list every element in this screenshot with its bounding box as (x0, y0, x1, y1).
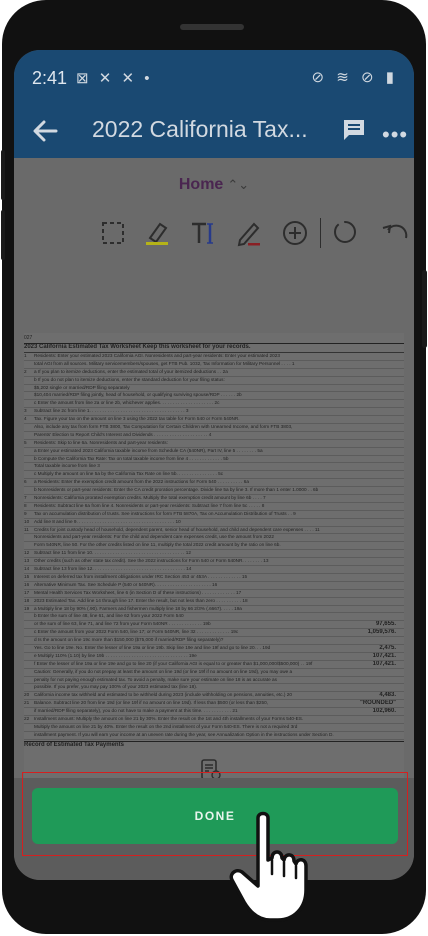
line-text: f Enter the lesser of line 19a or line 19e and go to line 20 (if your California AGI is equal to or greater than $1,000,000/$500,000) . . 19f (34, 660, 313, 666)
worksheet-line (24, 432, 404, 440)
line-number: 2 (24, 368, 27, 374)
line-amount: 2,475. (379, 644, 396, 651)
line-number: 16 (24, 581, 30, 587)
worksheet-line (24, 582, 404, 590)
line-amount: 102,960. (372, 708, 396, 715)
pointing-hand-icon (228, 808, 324, 926)
line-text: Subtract line 11 from line 10. . . . . . . . . . . . . . . . . . . . . . . . . . . . . . . . . . . . 12 (34, 550, 191, 556)
worksheet-line (24, 495, 404, 503)
line-number: 21 (24, 700, 30, 706)
worksheet-heading: 2023 California Estimated Tax Worksheet Keep this worksheet for your records. (24, 343, 404, 353)
line-text: Nonresidents: California prorated exemption credits. Multiply the total exemption credit amount by line 6b . . . . 7 (34, 495, 266, 501)
line-text: total AGI from all sources. Military servicemembers/spouses, get FTB Pub. 1032, Tax Information for Military Personnel . . . . 1 (34, 360, 295, 366)
worksheet-line (24, 369, 404, 377)
worksheet-line (24, 440, 404, 448)
worksheet-line (24, 732, 404, 740)
line-text: Installment amount: Multiply the amount on line 21 by 30%. Enter the result on the 1st and 4th installments of your Forms 540-ES. (34, 715, 304, 721)
toolbar-divider (320, 218, 321, 248)
tax-worksheet-page (24, 333, 404, 783)
undo-icon[interactable] (380, 218, 410, 248)
line-text: c Enter the amount from your 2022 Form 540, line 17; or Form 540NR, line 32 . . . . . . . . . . . . . 19c (34, 629, 239, 635)
line-amount: 107,421. (372, 652, 396, 659)
line-text: Interest on deferred tax from installment obligations under IRC Section 453 or 453A . . . . . . . . . . . . . 15 (34, 573, 248, 579)
line-number: 9 (24, 510, 27, 516)
line-text: Credits for joint custody head of household, dependent parent, senior head of household, and child and dependent care expenses . . . . 11 (34, 526, 320, 532)
worksheet-line (24, 353, 404, 361)
line-number: 6 (24, 479, 27, 485)
line-text: possible. If you prefer, you may pay 100% of your 2023 estimated tax (line 18). (34, 684, 198, 690)
line-text: Nonresidents and part-year residents: For the child and dependent care expenses credit, use the amount from 2022 (34, 534, 274, 540)
worksheet-line (24, 479, 404, 487)
view-mode-selector[interactable] (14, 176, 414, 194)
worksheet-line (24, 511, 404, 519)
line-text: Residents: Enter your estimated 2023 California AGI. Nonresidents and part-year residents: Enter your estimated 2023 (34, 353, 280, 358)
annotation-toolbar (98, 218, 414, 258)
line-number: 18 (24, 597, 30, 603)
worksheet-line (24, 416, 404, 424)
worksheet-line (24, 503, 404, 511)
worksheet-lines (24, 353, 404, 740)
line-text: Alternative Minimum Tax. See Schedule P (540 or 540NR). . . . . . . . . . . . . . . . . . . . . . 16 (34, 581, 218, 587)
line-text: Subtract line 2c from line 1. . . . . . . . . . . . . . . . . . . . . . . . . . . . . . . . . . . . . 3 (34, 408, 189, 414)
line-number: 11 (24, 526, 29, 532)
line-number: 8 (24, 502, 27, 508)
payments-record-heading: Record of Estimated Tax Payments (24, 741, 404, 752)
worksheet-line (24, 400, 404, 408)
worksheet-line (24, 621, 404, 629)
more-options-icon[interactable]: ••• (382, 122, 409, 147)
worksheet-line (24, 692, 404, 700)
line-text: or the sum of line 63, line 71, and line 72 from your Form 540NR . . . . . . . . . . . . . 19b (34, 621, 211, 627)
system-status-icons: ⊘ ≋ ⊘ ▮ (311, 69, 398, 86)
worksheet-line (24, 392, 404, 400)
worksheet-line (24, 684, 404, 692)
worksheet-line (24, 487, 404, 495)
line-text: Form 540NR, line 50. For the other credits listed on line 11, multiply the total 2022 credit amount by the ratio on line 6b. (34, 542, 281, 548)
worksheet-line (24, 519, 404, 527)
worksheet-line (24, 471, 404, 479)
line-text: b If you do not plan to itemize deductions, enter the standard deduction for your filing status: (34, 376, 225, 382)
worksheet-line (24, 661, 404, 669)
line-text: penalty for not paying enough estimated tax. To avoid a penalty, make sure your estimate on line 18 is as accurate as (34, 676, 277, 682)
highlighter-icon[interactable] (142, 218, 172, 248)
line-text: Multiply the amount on line 21 by 40%. Enter the result on the 2nd installment of your Form 540-ES. There is not a required 3rd (34, 723, 298, 729)
worksheet-line (24, 724, 404, 732)
line-number: 15 (24, 573, 30, 579)
line-number: 12 (24, 550, 30, 556)
line-text: Also, include any tax from form FTB 3800, Tax Computation for Certain Children with Unearned Income, and form FTB 3803, (34, 424, 293, 430)
line-amount: 107,421. (372, 660, 396, 667)
back-arrow-icon[interactable] (30, 116, 60, 146)
line-text: $5,202 single or married/RDP filing separately (34, 384, 130, 390)
line-number: 10 (24, 518, 30, 524)
phone-speaker (180, 24, 244, 30)
line-number: 5 (24, 439, 27, 445)
line-number: 20 (24, 692, 30, 698)
worksheet-line (24, 629, 404, 637)
worksheet-line (24, 606, 404, 614)
line-text: Tax. Figure your tax on the amount on line 3 using the 2022 tax table for Form 540 or Form 540NR. (34, 416, 240, 422)
add-icon[interactable] (280, 218, 310, 248)
line-number: 13 (24, 558, 30, 564)
lasso-icon[interactable] (330, 218, 360, 248)
line-number: 22 (24, 715, 30, 721)
line-text: California income tax withheld and estimated to be withheld during 2023 (include withholding on pensions, annuities, etc.) 20 (34, 692, 292, 698)
worksheet-line (24, 408, 404, 416)
line-text: b Nonresidents or part-year residents: Enter the CA credit proration percentage. Divide line 5a by line 3. If more than 1 enter 1.0000 . . 6b (34, 487, 319, 493)
worksheet-line (24, 669, 404, 677)
line-text: Balance. Subtract line 20 from line 19d (or line 19f if no amount on line 19d). If less than $500 (or less than $250, (34, 700, 268, 706)
volume-up-button (1, 150, 5, 200)
line-text: b Enter the sum of line 48, line 61, and line 62 from your 2022 Form 540 (34, 613, 184, 619)
line-number: 4 (24, 416, 27, 422)
status-time: 2:41 (32, 68, 68, 88)
line-text: a Residents: Enter the exemption credit amount from the 2022 instructions for Form 540 . . . . . . . . . . 6a (34, 479, 249, 485)
line-number: 19 (24, 605, 30, 611)
worksheet-line (24, 637, 404, 645)
select-icon[interactable] (98, 218, 128, 248)
text-tool-icon[interactable] (188, 218, 218, 248)
worksheet-line (24, 613, 404, 621)
line-text: Parents' Election to Report Child's Interest and Dividends . . . . . . . . . . . . . . . . . . . . . 4 (34, 431, 212, 437)
worksheet-line (24, 708, 404, 716)
line-amount: "ROUNDED" (359, 700, 396, 707)
line-number: 17 (24, 589, 30, 595)
worksheet-line (24, 566, 404, 574)
line-text: Caution: Generally, if you do not prepay at least the amount on line 19d (or line 19f if no amount on line 19d), you may owe a (34, 668, 293, 674)
line-text: 2023 Estimated Tax. Add line 14 through line 17. Enter the result, but not less than zero . . . . . . . . . . 18 (34, 597, 248, 603)
worksheet-line (24, 448, 404, 456)
power-button (422, 270, 427, 348)
line-text: Add line 8 and line 9. . . . . . . . . . . . . . . . . . . . . . . . . . . . . . . . . . . . . . 10 (34, 518, 181, 524)
line-text: d Is the amount on line 19c more than $150,000 ($75,000 if married/RDP filing separately)? (34, 637, 224, 643)
worksheet-line (24, 598, 404, 606)
line-number: 14 (24, 566, 30, 572)
worksheet-line (24, 550, 404, 558)
worksheet-line (24, 645, 404, 653)
line-text: Total taxable income from line 3 (34, 463, 100, 469)
line-text: Subtract line 13 from line 12. . . . . . . . . . . . . . . . . . . . . . . . . . . . . . . . . . . . 14 (34, 566, 192, 572)
worksheet-line (24, 361, 404, 369)
bottom-action-area (14, 778, 414, 880)
phone-screen (14, 50, 414, 880)
form-code: 027 (24, 335, 33, 341)
line-number: 3 (24, 408, 27, 414)
line-number: 7 (24, 495, 27, 501)
worksheet-line (24, 700, 404, 708)
line-amount: 97,655. (375, 621, 396, 628)
notification-icons: ⊠ ✕ ✕ • (76, 70, 153, 87)
app-bar (14, 106, 414, 158)
line-text: b Compute the California Tax Rate: Tax on total taxable income from line 4 . . . . . . . . . . . . . 5b (34, 455, 229, 461)
chevron-updown-icon: ⌃⌄ (227, 177, 250, 192)
worksheet-line (24, 574, 404, 582)
line-number: 1 (24, 353, 27, 358)
done-button[interactable]: DONE (32, 788, 398, 844)
line-text: installment payment. If you will earn your income at an uneven rate during the year, see Annualization Option in the instructions under Section D. (34, 731, 334, 737)
pen-icon[interactable] (234, 218, 264, 248)
worksheet-line (24, 456, 404, 464)
document-viewer (14, 158, 414, 778)
worksheet-line (24, 716, 404, 724)
line-text: e Multiply 110% (1.10) by line 19b . . . . . . . . . . . . . . . . . . . . . . . . . . . . . . . . 19e (34, 652, 197, 658)
line-text: $10,404 married/RDP filing jointly, head of household, or qualifying surviving spouse/RDP . . . . . . 2b (34, 392, 242, 398)
worksheet-line (24, 558, 404, 566)
line-text: Residents: Skip to line 6a. Nonresidents and part-year residents: (34, 439, 168, 445)
worksheet-line (24, 534, 404, 542)
line-text: c Multiply the amount on line 5a by the California Tax Rate on line 5b. . . . . . . . . . . . . . . . 5c (34, 471, 224, 477)
line-text: if married/RDP filing separately), you do not have to make a payment at this time. . . . . . . . . . . . 21 (34, 708, 238, 714)
line-text: Residents: Subtract line 6a from line 4. Nonresidents or part-year residents: Subtract line 7 from line 5c . . . . . 8 (34, 502, 265, 508)
volume-down-button (1, 210, 5, 260)
line-text: Tax on accumulation distribution of trusts. See instructions for form FTB 5870A, Tax on Accumulation Distribution of Trusts . . 9 (34, 510, 296, 516)
worksheet-line (24, 385, 404, 393)
worksheet-line (24, 527, 404, 535)
line-text: Yes. Go to line 19e. No. Enter the lesser of line 19a or line 19b. Skip line 19e and line 19f and go to line 20. . . 19d (34, 644, 271, 650)
line-text: c Enter the amount from line 2a or line 2b, whichever applies. . . . . . . . . . . . . . . . . . . . . 2c (34, 400, 220, 406)
worksheet-line (24, 590, 404, 598)
worksheet-line (24, 653, 404, 661)
line-amount: 1,059,576. (367, 629, 396, 636)
worksheet-line (24, 677, 404, 685)
status-bar (14, 50, 414, 106)
line-amount: 4,483. (379, 692, 396, 699)
home-label: Home (178, 176, 224, 193)
line-text: Other credits (such as other state tax credit). See the 2022 instructions for Form 540 or Form 540NR. . . . . . . . 13 (34, 558, 269, 564)
worksheet-line (24, 424, 404, 432)
worksheet-line (24, 463, 404, 471)
line-text: Mental Health Services Tax Worksheet, line 6 (in Section D of these instructions) . . . . . . . . . . . . . 17 (34, 589, 242, 595)
line-text: a Multiply line 18 by 90% (.90). Farmers and fishermen multiply line 18 by 66 2/3% (.6667). . . . . 19a (34, 605, 242, 611)
comment-icon[interactable] (342, 118, 366, 142)
line-text: a If you plan to itemize deductions, enter the estimated total of your itemized deductions . . 2a (34, 368, 228, 374)
line-text: a Enter your estimated 2023 California taxable income from Schedule CA (540NR), Part IV, line 5 . . . . . . . . 5a (34, 447, 263, 453)
worksheet-line (24, 542, 404, 550)
worksheet-line (24, 377, 404, 385)
document-title: 2022 California Tax... (92, 116, 308, 142)
